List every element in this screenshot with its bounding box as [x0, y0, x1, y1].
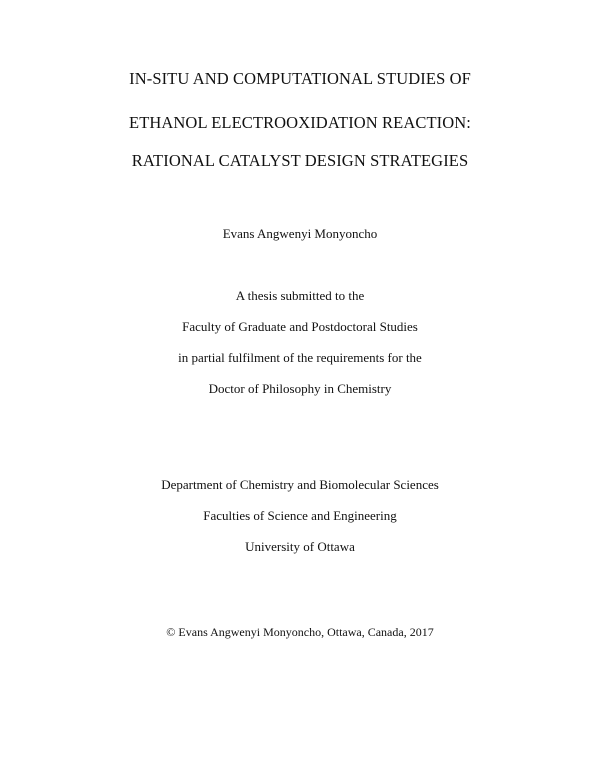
- submission-line-2: Faculty of Graduate and Postdoctoral Studies: [182, 319, 418, 334]
- title-line-1: IN-SITU AND COMPUTATIONAL STUDIES OF: [129, 69, 471, 88]
- title-line-3: RATIONAL CATALYST DESIGN STRATEGIES: [131, 151, 469, 170]
- university-name: University of Ottawa: [245, 539, 355, 554]
- title-line-2: ETHANOL ELECTROOXIDATION REACTION:: [129, 113, 471, 132]
- faculties-name: Faculties of Science and Engineering: [203, 508, 397, 523]
- department-name: Department of Chemistry and Biomolecular Sciences: [161, 477, 439, 492]
- submission-line-1: A thesis submitted to the: [235, 288, 365, 303]
- submission-line-4: Doctor of Philosophy in Chemistry: [208, 381, 392, 396]
- submission-line-3: in partial fulfilment of the requirements for the: [178, 350, 422, 365]
- author-name: Evans Angwenyi Monyoncho: [222, 226, 378, 241]
- copyright-notice: © Evans Angwenyi Monyoncho, Ottawa, Canada, 2017: [166, 625, 434, 639]
